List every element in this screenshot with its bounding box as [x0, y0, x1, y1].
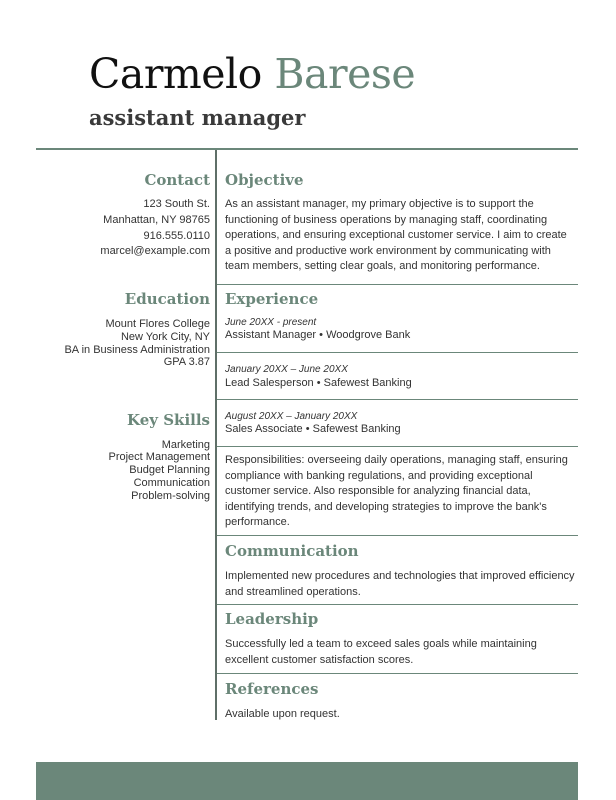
education-school: Mount Flores College — [105, 318, 210, 330]
skills-heading: Key Skills — [127, 411, 210, 429]
header-divider — [36, 148, 578, 150]
first-name: Carmelo — [89, 50, 262, 98]
section-divider — [217, 446, 578, 447]
communication-text: Implemented new procedures and technologies that improved efficiency and streamlined operations. — [225, 570, 575, 598]
job-role: Lead Salesperson • Safewest Banking — [225, 377, 412, 389]
communication-heading: Communication — [225, 542, 359, 560]
references-text: Available upon request. — [225, 708, 340, 720]
job-role: Sales Associate • Safewest Banking — [225, 423, 401, 435]
last-name: Barese — [274, 50, 416, 98]
job-dates: January 20XX – June 20XX — [225, 364, 348, 375]
contact-heading: Contact — [144, 171, 210, 189]
job-dates: August 20XX – January 20XX — [225, 411, 358, 422]
section-divider — [217, 604, 578, 605]
skill-item: Communication — [133, 477, 210, 489]
leadership-heading: Leadership — [225, 610, 319, 628]
footer-band — [36, 762, 578, 800]
responsibilities-text: Responsibilities: overseeing daily operations, managing staff, ensuring compliance with banking regulations, and providing exceptional customer service. Also responsible for analyzing financial data, identifying trends, and developing strategies to improve the bank's performance. — [225, 454, 568, 529]
section-divider — [217, 673, 578, 674]
objective-heading: Objective — [225, 171, 304, 189]
contact-address-line2: Manhattan, NY 98765 — [103, 214, 210, 226]
experience-heading: Experience — [225, 290, 319, 308]
objective-text: As an assistant manager, my primary objective is to support the functioning of business operations by managing staff, coordinating operations, and ensuring exceptional customer service. I aim to create a positive and productive work environment by communicating with team members, setting clear goals, and monitoring performance. — [225, 198, 567, 273]
references-heading: References — [225, 680, 319, 698]
section-divider — [217, 535, 578, 536]
skill-item: Project Management — [108, 451, 210, 463]
candidate-name — [89, 48, 415, 100]
leadership-text: Successfully led a team to exceed sales goals while maintaining excellent customer satisfaction scores. — [225, 638, 537, 666]
education-gpa: GPA 3.87 — [163, 356, 210, 368]
column-divider — [215, 150, 217, 720]
section-divider — [217, 284, 578, 285]
education-degree: BA in Business Administration — [64, 344, 210, 356]
education-heading: Education — [124, 290, 210, 308]
education-location: New York City, NY — [120, 331, 210, 343]
skill-item: Problem-solving — [131, 490, 210, 502]
skill-item: Budget Planning — [129, 464, 210, 476]
job-dates: June 20XX - present — [225, 317, 317, 328]
section-divider — [217, 399, 578, 400]
contact-email: marcel@example.com — [100, 245, 210, 257]
job-role: Assistant Manager • Woodgrove Bank — [225, 329, 411, 341]
section-divider — [217, 352, 578, 353]
contact-phone: 916.555.0110 — [143, 230, 210, 242]
skill-item: Marketing — [161, 439, 210, 451]
job-title: assistant manager — [89, 105, 306, 130]
contact-address-line1: 123 South St. — [143, 198, 210, 210]
